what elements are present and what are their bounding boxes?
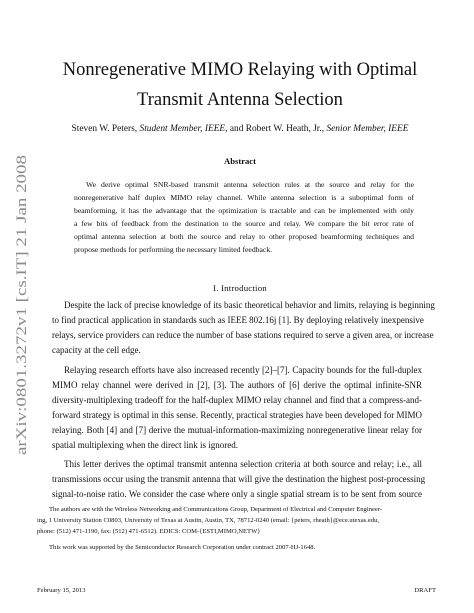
abstract-line: nonregenerative half duplex MIMO relay channel. While antenna selection is a suboptimal form of	[74, 193, 414, 202]
abstract-line: optimal antenna selection at both the source and relay to other proposed beamforming techniques and	[74, 232, 414, 241]
body-line: spatial multiplexing when the direct link is ignored.	[52, 440, 238, 450]
author-1-affiliation: Student Member, IEEE,	[139, 124, 228, 134]
footnote-line: This work was supported by the Semiconductor Research Corporation under contract 2007-HJ-1648.	[49, 544, 316, 551]
abstract-line: a few bits of feedback from the destination to the source and relay. We compare the bit error rate of	[74, 219, 414, 228]
body-line: Relaying research efforts have also increased recently [2]–[7]. Capacity bounds for the full-duplex	[64, 365, 422, 375]
footnote-line: phone: (512) 471-1190, fax: (512) 471-6512). EDICS: COM-{ESTI,MIMO,NETW}	[37, 528, 261, 535]
body-line: Despite the lack of precise knowledge of its basic theoretical behavior and limits, relaying is beginning	[64, 300, 435, 310]
body-line: MIMO relay channel were derived in [2], [3]. The authors of [6] derive the optimal infinite-SNR	[52, 380, 422, 390]
paper-title-line-1: Nonregenerative MIMO Relaying with Optimal	[62, 60, 418, 80]
body-line: signal-to-noise ratio. We consider the case where only a single spatial stream is to be sent from source	[52, 489, 422, 499]
body-line: This letter derives the optimal transmit antenna selection criteria at both source and relay; i.e., all	[64, 459, 422, 469]
author-line	[40, 123, 440, 135]
abstract-line: We derive optimal SNR-based transmit antenna selection rules at the source and relay for the	[86, 180, 414, 189]
abstract-heading: Abstract	[224, 156, 256, 166]
paper-title-line-2: Transmit Antenna Selection	[137, 90, 343, 110]
footer-date: February 15, 2013	[37, 587, 86, 594]
author-2-affiliation: Senior Member, IEEE	[326, 124, 409, 134]
body-line: capacity at the cell edge.	[52, 345, 141, 355]
author-2-name: and Robert W. Heath, Jr.,	[229, 124, 325, 134]
arxiv-stamp	[6, 150, 34, 460]
body-line: forward strategy is optimal in this sense. Recently, practical strategies have been developed for MIMO	[52, 410, 422, 420]
arxiv-stamp-text: arXiv:0801.3272v1 [cs.IT] 21 Jan 2008	[14, 217, 30, 455]
footnote-line: ing, 1 University Station C0803, University of Texas at Austin, Austin, TX, 78712-0240 (email: {peters, rheath}@ece.utexas.edu,	[37, 517, 380, 524]
body-line: relaying. Both [4] and [7] derive the mutual-information-maximizing nonregenerative linear relay for	[52, 425, 422, 435]
abstract-line: beamforming, it has the advantage that the optimization is tractable and can be implemented with only	[74, 206, 414, 215]
body-line: relays, service providers can reduce the number of base stations required to serve a given area, or increase	[52, 330, 434, 340]
body-line: to find practical application in standards such as IEEE 802.16j [1]. By deploying relatively inexpensive	[52, 315, 424, 325]
footer-draft-label: DRAFT	[414, 587, 436, 594]
author-1-name: Steven W. Peters,	[71, 124, 138, 134]
body-line: diversity-multiplexing tradeoff for the half-duplex MIMO relay channel and find that a compress-and-	[52, 395, 422, 405]
section-heading: I. Introduction	[213, 283, 267, 293]
footnote-line: The authors are with the Wireless Networking and Communications Group, Department of Electrical and Computer Engineer-	[49, 506, 383, 513]
abstract-line: propose methods for performing the necessary limited feedback.	[74, 245, 273, 254]
body-line: transmissions occur using the transmit antenna that will give the destination the highest post-processing	[52, 474, 426, 484]
